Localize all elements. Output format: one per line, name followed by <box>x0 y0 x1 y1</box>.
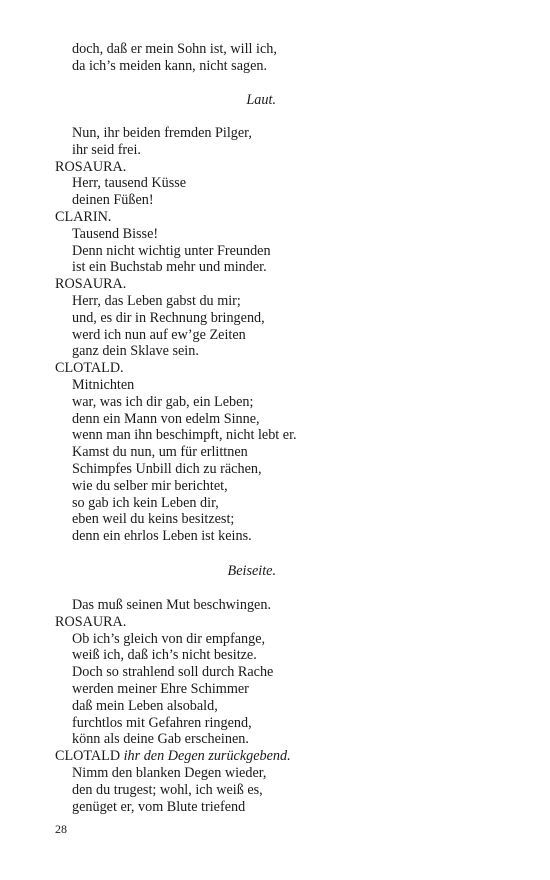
speaker-name: ROSAURA. <box>55 613 127 630</box>
stage-direction-block <box>0 92 550 109</box>
verse-line: Herr, tausend Küsse <box>72 175 187 192</box>
verse-line: ihr seid frei. <box>72 141 141 158</box>
stage-direction-beiseite: Beiseite. <box>227 563 276 579</box>
verse-line: Doch so strahlend soll durch Rache <box>72 664 274 681</box>
verse-line: und, es dir in Rechnung bringend, <box>72 309 265 326</box>
verse-line: Mitnichten <box>72 376 135 393</box>
speaker-name: CLOTALD. <box>55 360 124 377</box>
verse-line: werden meiner Ehre Schimmer <box>72 680 249 697</box>
dialogue-block <box>0 597 550 815</box>
page-number: 28 <box>55 822 67 836</box>
verse-line: ganz dein Sklave sein. <box>72 343 199 360</box>
verse-line: furchtlos mit Gefahren ringend, <box>72 714 252 731</box>
verse-line: könn als deine Gab erscheinen. <box>72 731 249 748</box>
speaker-name: ROSAURA. <box>55 158 127 175</box>
verse-line: eben weil du keins besitzest; <box>72 511 235 528</box>
dialogue-block <box>0 125 550 545</box>
verse-line: denn ein ehrlos Leben ist keins. <box>72 528 252 545</box>
verse-line: Nun, ihr beiden fremden Pilger, <box>72 125 252 141</box>
verse-line: Herr, das Leben gabst du mir; <box>72 292 241 309</box>
verse-line: da ich’s meiden kann, nicht sagen. <box>72 57 268 74</box>
verse-line: Kamst du nun, um für erlittnen <box>72 444 248 461</box>
verse-line: so gab ich kein Leben dir, <box>72 494 219 511</box>
verse-line: weiß ich, daß ich’s nicht besitze. <box>72 647 257 664</box>
speaker-name: CLOTALD <box>55 748 121 765</box>
verse-line: Ob ich’s gleich von dir empfange, <box>72 630 266 647</box>
verse-line: genüget er, vom Blute triefend <box>72 798 246 815</box>
verse-line: werd ich nun auf ew’ge Zeiten <box>72 326 246 343</box>
verse-line: wie du selber mir berichtet, <box>72 477 228 494</box>
verse-line: den du trugest; wohl, ich weiß es, <box>72 781 263 798</box>
verse-line: wenn man ihn beschimpft, nicht lebt er. <box>72 427 297 444</box>
speaker-name: CLARIN. <box>55 208 112 225</box>
stage-direction-block <box>0 563 550 580</box>
verse-line: denn ein Mann von edelm Sinne, <box>72 410 260 427</box>
verse-line: Das muß seinen Mut beschwingen. <box>72 597 271 613</box>
stage-direction-laut: Laut. <box>246 92 276 108</box>
speaker-name: ROSAURA. <box>55 276 127 293</box>
verse-block-top <box>0 41 550 75</box>
verse-line: Schimpfes Unbill dich zu rächen, <box>72 460 262 477</box>
speaker-stage-direction: ihr den Degen zurückgebend. <box>123 748 291 765</box>
verse-line: Tausend Bisse! <box>72 225 159 242</box>
verse-line: Denn nicht wichtig unter Freunden <box>72 242 271 259</box>
verse-line: deinen Füßen! <box>72 192 154 209</box>
verse-line: war, was ich dir gab, ein Leben; <box>72 393 254 410</box>
verse-line: doch, daß er mein Sohn ist, will ich, <box>72 41 277 57</box>
verse-line: ist ein Buchstab mehr und minder. <box>72 259 267 276</box>
verse-line: daß mein Leben alsobald, <box>72 697 218 714</box>
speaker-line-clotald <box>0 748 550 765</box>
verse-line: Nimm den blanken Degen wieder, <box>72 764 267 781</box>
